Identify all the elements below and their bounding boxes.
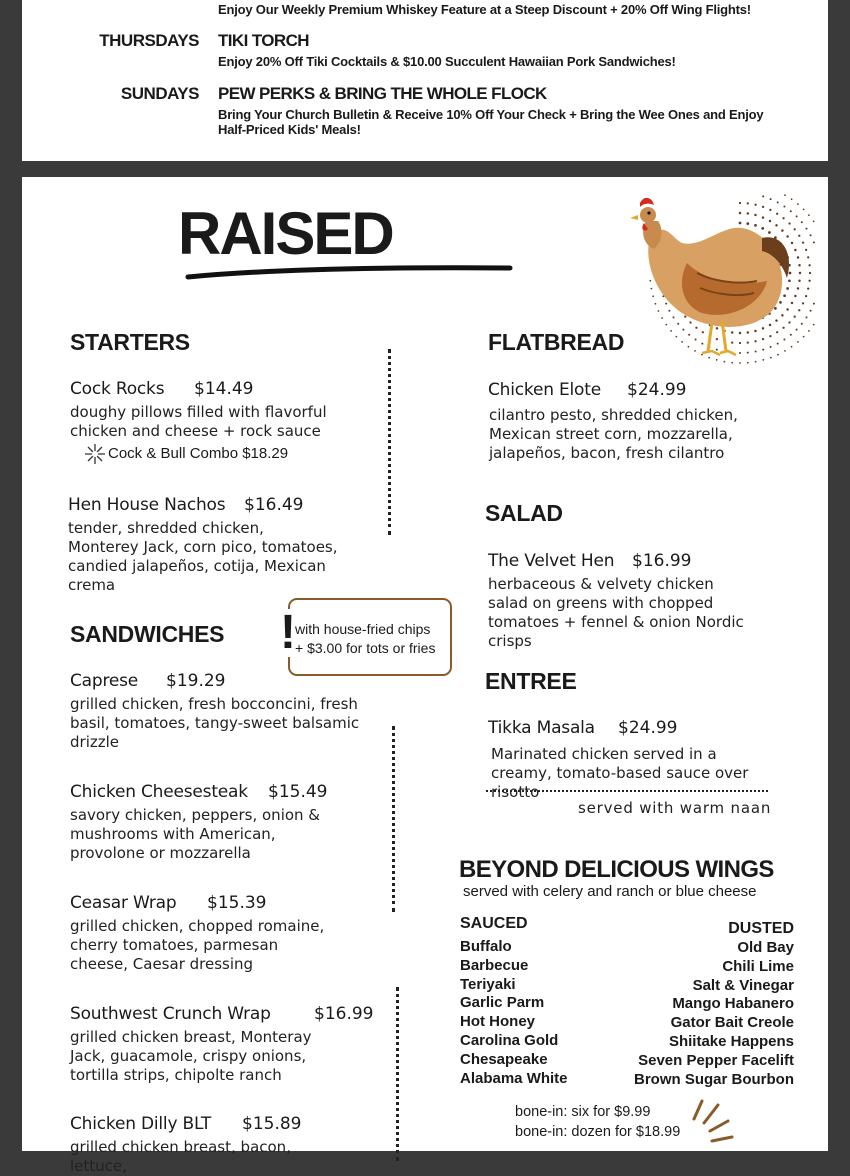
halo-dot bbox=[788, 279, 791, 282]
chicken-illustration bbox=[622, 193, 818, 373]
halo-dot bbox=[769, 324, 771, 326]
wing-flavor: Mango Habanero bbox=[672, 995, 794, 1013]
halo-dot bbox=[808, 330, 810, 332]
item-name-velvet-hen: The Velvet Hen bbox=[488, 551, 615, 571]
wing-flavor: Chili Lime bbox=[722, 957, 794, 975]
halo-dot bbox=[670, 330, 672, 332]
halo-dot bbox=[655, 303, 657, 305]
wing-flavor: Carolina Gold bbox=[460, 1031, 559, 1049]
wing-flavor: Gator Bait Creole bbox=[670, 1014, 794, 1032]
halo-dot bbox=[782, 217, 784, 219]
burst-lines-icon bbox=[688, 1097, 738, 1151]
item-price-ceasar-wrap: $15.39 bbox=[207, 893, 267, 913]
halo-dot bbox=[731, 341, 733, 343]
entree-note: served with warm naan bbox=[578, 799, 772, 817]
halo-dot bbox=[770, 346, 772, 348]
item-name-hen-house-nachos: Hen House Nachos bbox=[68, 495, 226, 515]
halo-dot bbox=[694, 350, 696, 352]
halo-dot bbox=[797, 341, 799, 343]
halo-dot bbox=[695, 327, 697, 329]
halo-dot bbox=[786, 287, 789, 290]
halo-dot bbox=[803, 336, 805, 338]
item-name-cock-rocks: Cock Rocks bbox=[70, 379, 165, 399]
halo-dot bbox=[688, 346, 690, 348]
halo-dot bbox=[802, 241, 804, 243]
halo-dot bbox=[774, 307, 777, 310]
halo-dot bbox=[798, 264, 800, 266]
halo-dot bbox=[813, 221, 815, 223]
halo-dot bbox=[688, 334, 690, 336]
halo-dot bbox=[689, 321, 691, 323]
halo-dot bbox=[731, 362, 733, 364]
halo-dot bbox=[781, 229, 783, 231]
halo-dot bbox=[805, 295, 807, 297]
halo-dot bbox=[673, 316, 675, 318]
halo-dot bbox=[809, 272, 811, 274]
halo-dot bbox=[676, 336, 678, 338]
halo-dot bbox=[762, 338, 764, 340]
item-desc-caprese: grilled chicken, fresh bocconcini, fresh basil, tomatoes, tangy-sweet balsamic drizzle bbox=[70, 695, 360, 751]
section-title-salad: SALAD bbox=[485, 500, 563, 526]
halo-dot bbox=[739, 202, 741, 204]
halo-dot bbox=[739, 362, 741, 364]
wing-flavor: Barbecue bbox=[460, 956, 529, 974]
halo-dot bbox=[776, 331, 778, 333]
halo-dot bbox=[668, 310, 670, 312]
wing-flavor: Brown Sugar Bourbon bbox=[634, 1070, 794, 1088]
halo-dot bbox=[755, 351, 757, 353]
divider-dots-sandwiches-2 bbox=[396, 987, 399, 1161]
item-price-tikka-masala: $24.99 bbox=[618, 718, 678, 738]
halo-dot bbox=[791, 346, 793, 348]
wings-price-dozen: bone-in: dozen for $18.99 bbox=[515, 1124, 681, 1140]
halo-dot bbox=[681, 341, 683, 343]
halo-dot bbox=[790, 210, 792, 212]
halo-dot bbox=[739, 342, 741, 344]
item-desc-cock-rocks: doughy pillows filled with flavorful chicken and cheese + rock sauce bbox=[70, 403, 327, 440]
halo-dot bbox=[790, 334, 792, 336]
halo-dot bbox=[754, 340, 756, 342]
sparkle-icon bbox=[84, 443, 106, 465]
halo-dot bbox=[810, 234, 812, 236]
wings-price-six: bone-in: six for $9.99 bbox=[515, 1104, 651, 1120]
item-name-tikka-masala: Tikka Masala bbox=[488, 718, 595, 738]
item-desc-chicken-dilly-blt: grilled chicken breast, bacon, lettuce, bbox=[70, 1138, 291, 1175]
halo-dot bbox=[770, 198, 772, 200]
halo-dot bbox=[770, 357, 772, 359]
wing-flavor: Shiitake Happens bbox=[668, 1032, 794, 1050]
wing-flavor: Hot Honey bbox=[460, 1013, 535, 1031]
section-title-sandwiches: SANDWICHES bbox=[70, 621, 225, 647]
wings-sauced-list bbox=[460, 938, 568, 1088]
halo-dot bbox=[724, 361, 726, 363]
halo-dot bbox=[782, 327, 784, 329]
halo-dot bbox=[783, 294, 786, 297]
halo-dot bbox=[762, 349, 764, 351]
halo-dot bbox=[739, 222, 742, 225]
halo-dot bbox=[801, 221, 803, 223]
halo-dot bbox=[762, 359, 764, 361]
wing-flavor: Alabama White bbox=[460, 1069, 568, 1087]
item-price-chicken-cheesesteak: $15.49 bbox=[268, 782, 328, 802]
halo-dot bbox=[754, 204, 756, 206]
halo-dot bbox=[791, 242, 793, 244]
halo-dot bbox=[796, 215, 798, 217]
halo-dot bbox=[786, 308, 788, 310]
halo-dot bbox=[791, 198, 793, 200]
halo-dot bbox=[789, 272, 792, 275]
item-name-chicken-elote: Chicken Elote bbox=[488, 380, 601, 400]
promo-desc-thursdays: Enjoy 20% Off Tiki Cocktails & $10.00 Succulent Hawaiian Pork Sandwiches! bbox=[218, 54, 676, 69]
item-desc-ceasar-wrap: grilled chicken, chopped romaine, cherry tomatoes, parmesan cheese, Caesar dressing bbox=[70, 917, 325, 973]
halo-dot bbox=[788, 321, 790, 323]
halo-dot bbox=[794, 228, 796, 230]
wings-dusted-title: DUSTED bbox=[728, 920, 794, 937]
halo-dot bbox=[806, 228, 808, 230]
section-title-wings: BEYOND DELICIOUS WINGS bbox=[459, 856, 774, 883]
item-desc-hen-house-nachos: tender, shredded chicken, Monterey Jack, corn pico, tomatoes, candied jalapeños, cotija, Mexican crema bbox=[68, 519, 338, 594]
halo-dot bbox=[747, 212, 749, 214]
halo-dot bbox=[798, 309, 800, 311]
halo-dot bbox=[661, 317, 663, 319]
halo-dot bbox=[797, 203, 799, 205]
halo-dot bbox=[786, 235, 788, 237]
sides-note-box bbox=[288, 598, 452, 676]
promo-title-tiki-torch: TIKI TORCH bbox=[218, 31, 309, 50]
section-title-entree: ENTREE bbox=[485, 668, 577, 694]
halo-dot bbox=[796, 329, 798, 331]
halo-dot bbox=[762, 216, 764, 218]
halo-dot bbox=[806, 316, 808, 318]
halo-dot bbox=[781, 314, 783, 316]
wing-flavor: Salt & Vinegar bbox=[692, 976, 794, 994]
wings-subtitle: served with celery and ranch or blue cheese bbox=[463, 883, 757, 900]
halo-dot bbox=[649, 280, 651, 282]
halo-dot bbox=[658, 310, 660, 312]
halo-dot bbox=[682, 329, 684, 331]
halo-dot bbox=[755, 361, 757, 363]
sides-note-line1: with house-fried chips bbox=[295, 621, 431, 637]
halo-dot bbox=[747, 341, 749, 343]
halo-dot bbox=[716, 359, 718, 361]
halo-dot bbox=[777, 343, 779, 345]
halo-dot bbox=[775, 319, 777, 321]
halo-dot bbox=[677, 323, 679, 325]
halo-dot bbox=[807, 256, 809, 258]
promo-panel bbox=[22, 0, 828, 161]
wings-dusted-list bbox=[634, 939, 794, 1089]
divider-dots-entree bbox=[486, 790, 768, 792]
wing-flavor: Chesapeake bbox=[460, 1050, 548, 1068]
halo-dot bbox=[747, 331, 749, 333]
section-title-flatbread: FLATBREAD bbox=[488, 329, 625, 355]
halo-dot bbox=[684, 315, 686, 317]
halo-dot bbox=[747, 362, 749, 364]
halo-dot bbox=[808, 214, 810, 216]
item-desc-chicken-elote: cilantro pesto, shredded chicken, Mexican street corn, mozzarella, jalapeños, bacon, fresh cilantro bbox=[489, 406, 738, 462]
halo-dot bbox=[754, 330, 756, 332]
halo-dot bbox=[783, 206, 785, 208]
halo-dot bbox=[652, 295, 654, 297]
item-name-southwest-crunch-wrap: Southwest Crunch Wrap bbox=[70, 1004, 271, 1024]
menu-panel bbox=[22, 177, 828, 1175]
halo-dot bbox=[799, 272, 801, 274]
item-price-chicken-elote: $24.99 bbox=[627, 380, 687, 400]
halo-dot bbox=[747, 352, 749, 354]
halo-dot bbox=[695, 339, 697, 341]
halo-dot bbox=[762, 206, 764, 208]
halo-dot bbox=[775, 224, 777, 226]
halo-dot bbox=[731, 331, 733, 333]
item-desc-chicken-cheesesteak: savory chicken, peppers, onion & mushrooms with American, provolone or mozzarella bbox=[70, 806, 321, 862]
promo-day-thursdays: THURSDAYS bbox=[99, 31, 199, 50]
wing-flavor: Seven Pepper Facelift bbox=[638, 1051, 794, 1069]
item-price-southwest-crunch-wrap: $16.99 bbox=[314, 1004, 374, 1024]
halo-dot bbox=[777, 201, 779, 203]
halo-dot bbox=[797, 287, 799, 289]
halo-dot bbox=[651, 288, 653, 290]
halo-dot bbox=[739, 352, 741, 354]
halo-dot bbox=[813, 241, 815, 243]
wing-flavor: Buffalo bbox=[460, 938, 512, 955]
halo-dot bbox=[797, 256, 799, 258]
divider-dots-sandwiches-1 bbox=[392, 726, 395, 912]
halo-dot bbox=[784, 350, 786, 352]
halo-dot bbox=[761, 227, 764, 230]
halo-dot bbox=[808, 280, 810, 282]
title-underline bbox=[182, 259, 517, 283]
promo-title-pew-perks: PEW PERKS & BRING THE WHOLE FLOCK bbox=[218, 84, 547, 103]
promo-top-line: Enjoy Our Weekly Premium Whiskey Feature at a Steep Discount + 20% Off Wing Flights! bbox=[218, 2, 751, 17]
halo-dot bbox=[769, 209, 771, 211]
item-price-hen-house-nachos: $16.49 bbox=[244, 495, 304, 515]
halo-dot bbox=[791, 302, 793, 304]
section-title-starters: STARTERS bbox=[70, 329, 190, 355]
wing-flavor: Old Bay bbox=[737, 939, 794, 956]
halo-dot bbox=[813, 324, 815, 326]
item-desc-velvet-hen: herbaceous & velvety chicken salad on greens with chopped tomatoes + fennel & onion Nordic crisps bbox=[488, 575, 744, 650]
halo-dot bbox=[801, 323, 803, 325]
halo-dot bbox=[769, 335, 771, 337]
halo-dot bbox=[762, 195, 764, 197]
halo-dot bbox=[803, 209, 805, 211]
halo-dot bbox=[798, 280, 800, 282]
halo-dot bbox=[776, 213, 778, 215]
item-name-chicken-cheesesteak: Chicken Cheesesteak bbox=[70, 782, 248, 802]
halo-dot bbox=[813, 303, 815, 305]
promo-day-sundays: SUNDAYS bbox=[120, 84, 199, 103]
halo-dot bbox=[805, 249, 807, 251]
halo-dot bbox=[665, 324, 667, 326]
halo-dot bbox=[747, 202, 749, 204]
halo-dot bbox=[716, 349, 718, 351]
halo-dot bbox=[794, 249, 796, 251]
halo-dot bbox=[788, 222, 790, 224]
halo-dot bbox=[794, 315, 796, 317]
item-name-ceasar-wrap: Ceasar Wrap bbox=[70, 893, 177, 913]
halo-dot bbox=[754, 214, 756, 216]
halo-dot bbox=[702, 331, 704, 333]
item-name-caprese: Caprese bbox=[70, 671, 139, 691]
halo-dot bbox=[794, 295, 796, 297]
halo-dot bbox=[784, 194, 786, 196]
item-desc-tikka-masala: Marinated chicken served in a creamy, tomato-based sauce over risotto bbox=[491, 745, 749, 801]
halo-dot bbox=[739, 332, 741, 334]
halo-dot bbox=[810, 310, 812, 312]
halo-dot bbox=[716, 327, 718, 329]
halo-dot bbox=[779, 301, 782, 304]
halo-dot bbox=[708, 357, 710, 359]
halo-dot bbox=[716, 338, 718, 340]
halo-dot bbox=[746, 222, 749, 225]
halo-dot bbox=[768, 231, 771, 234]
item-price-velvet-hen: $16.99 bbox=[632, 551, 692, 571]
combo-cock-and-bull: Cock & Bull Combo $18.29 bbox=[108, 445, 289, 462]
halo-dot bbox=[665, 303, 667, 305]
promo-desc-sundays: Bring Your Church Bulletin & Receive 10% Off Your Check + Bring the Wee Ones and Enjoy Half-Priced Kids' Meals! bbox=[218, 107, 764, 137]
wings-sauced-title: SAUCED bbox=[460, 915, 528, 932]
wing-flavor: Teriyaki bbox=[460, 975, 516, 993]
item-price-chicken-dilly-blt: $15.89 bbox=[242, 1114, 302, 1134]
halo-dot bbox=[808, 264, 810, 266]
wing-flavor: Garlic Parm bbox=[460, 994, 545, 1012]
halo-dot bbox=[701, 343, 703, 345]
halo-dot bbox=[783, 339, 785, 341]
halo-dot bbox=[798, 235, 800, 237]
halo-dot bbox=[807, 287, 809, 289]
divider-dots-starters bbox=[388, 349, 391, 535]
halo-dot bbox=[754, 224, 757, 227]
item-price-cock-rocks: $14.49 bbox=[194, 379, 254, 399]
menu-title: RAISED bbox=[178, 200, 393, 267]
halo-dot bbox=[777, 354, 779, 356]
halo-dot bbox=[802, 302, 804, 304]
item-name-chicken-dilly-blt: Chicken Dilly BLT bbox=[70, 1114, 212, 1134]
halo-dot bbox=[739, 212, 741, 214]
halo-dot bbox=[762, 327, 764, 329]
halo-dot bbox=[769, 220, 771, 222]
sides-note-line2: + $3.00 for tots or fries bbox=[295, 640, 436, 656]
exclamation-icon: ! bbox=[280, 606, 296, 659]
item-price-caprese: $19.29 bbox=[166, 671, 226, 691]
item-desc-southwest-crunch-wrap: grilled chicken breast, Monteray Jack, guacamole, crispy onions, tortilla strips, chipolte ranch bbox=[70, 1028, 312, 1084]
